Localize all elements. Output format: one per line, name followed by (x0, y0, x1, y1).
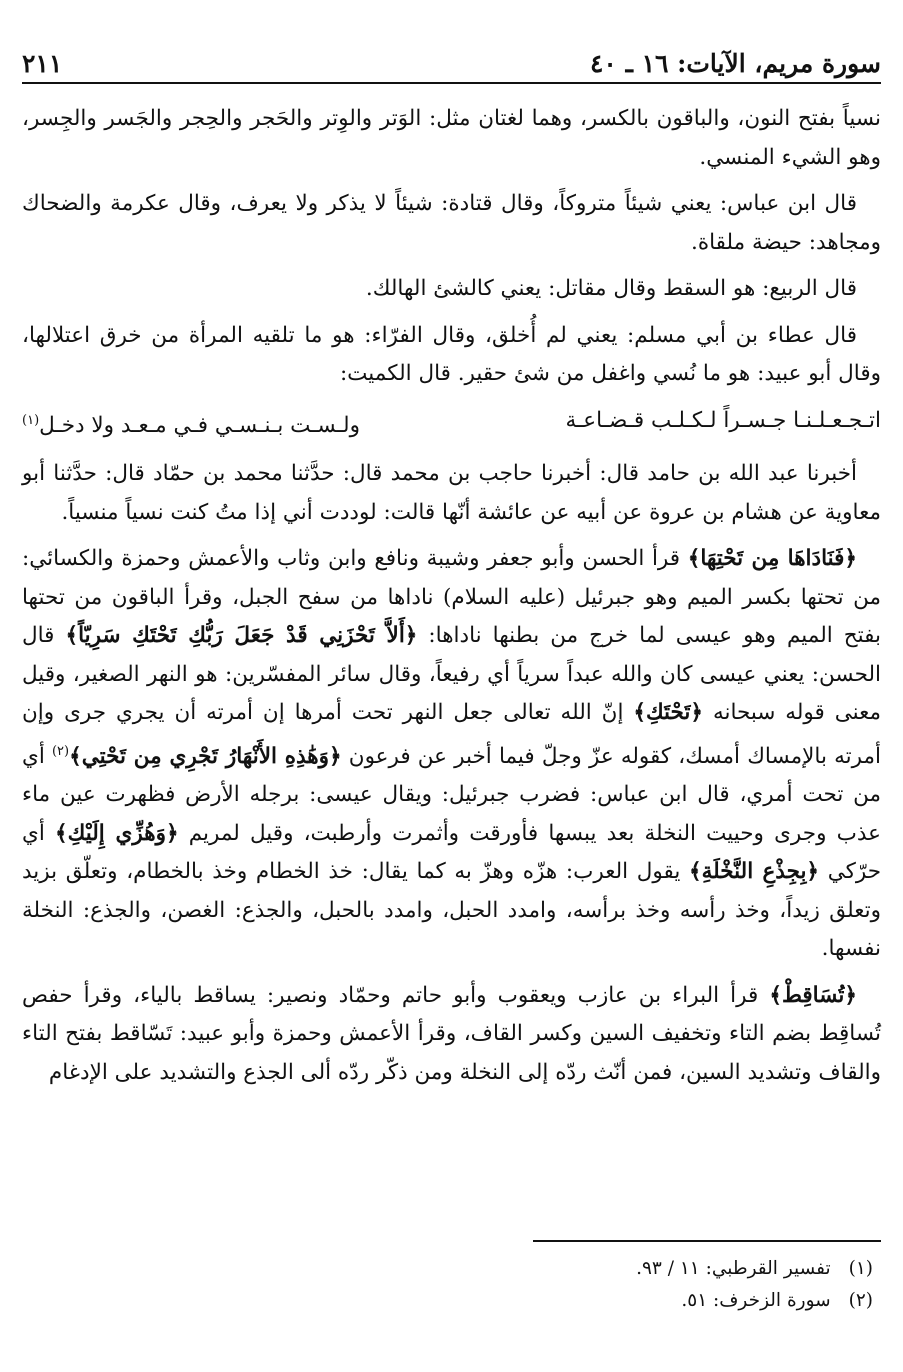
paragraph-6 (22, 540, 881, 969)
text-run: أي من تحت أمري، قال ابن عباس: فضرب جبرئيل: ويقال عيسى: برجله الأرض فظهرت عين ماء عذب وجرى وحييت النخلة بعد يبسها فأورقت وأثمرت وأرطبت، وقيل لمريم (22, 743, 881, 846)
main-text (22, 100, 881, 1100)
footnote-text: سورة الزخرف: ٥١. (681, 1290, 831, 1311)
footnote-separator (533, 1240, 881, 1242)
paragraph-7 (22, 977, 881, 1093)
quran-quote: ﴿وَهُزِّي إِلَيْكِ﴾ (54, 820, 179, 846)
verse-second-text: ولـسـت بـنـسـي فـي مـعـد ولا دخـل (39, 412, 360, 438)
paragraph-5: أخبرنا عبد الله بن حامد قال: أخبرنا حاجب بن محمد قال: حدَّثنا محمد بن حمّاد قال: حدَّثنا أبو معاوية عن هشام بن عروة عن أبيه عن عائشة أنّها قالت: لوددت أني إذا متُ كنت نسياً منسياً. (22, 461, 881, 525)
quran-quote: ﴿فَنَادَاهَا مِن تَحْتِهَا﴾ (687, 546, 857, 572)
text-run: قال الحسن: يعني عيسى كان والله عبداً سرياً أي رفيعاً، وقال سائر المفسّرين: هو النهر الصغير، وقيل معنى قوله سبحانه (22, 623, 881, 726)
text-run: قرأ البراء بن عازب ويعقوب وأبو حاتم وحمّاد ونصير: يساقط بالياء، وقرأ حفص تُساقِط بضم التاء وتخفيف السين وكسر القاف، وقرأ الأعمش وحمزة وأبو عبيد: تَسّاقط بفتح التاء والقاف وتشديد السين، فمن أنّث ردّه إلى النخلة ومن ذكّر ردّه ألى الجذع والتشديد على الإدغام (22, 982, 881, 1085)
paragraph-4: قال عطاء بن أبي مسلم: يعني لم أُخلق، وقال الفرّاء: هو ما تلقيه المرأة من خرق اعتلالها، وقال أبو عبيد: هو ما نُسي واغفل من شئ حقير. قال الكميت: (22, 322, 881, 386)
text-run: قرأ الحسن وأبو جعفر وشيبة ونافع وابن وثاب والأعمش وحمزة والكسائي: من تحتها بكسر الميم وهو جبرئيل (عليه السلام) ناداها من سفح الجبل، وقرأ الباقون من تحتها بفتح الميم وهو عيسى لما خرج من بطنها ناداها: (22, 546, 881, 649)
verse-second-hemistich (22, 402, 360, 446)
paragraph-1: نسياً بفتح النون، والباقون بالكسر، وهما لغتان مثل: الوَتر والوِتر والحَجر والحِجر والجَسر والجِسر، وهو الشيء المنسي. (22, 106, 881, 170)
text-run: إنّ الله تعالى جعل النهر تحت أمرها إن أمرته أن يجري جرى وإن أمرته بالإمساك أمسك، كقوله عزّ وجلّ فيما أخبر عن فرعون (22, 700, 881, 769)
poetry-verse (22, 402, 881, 456)
running-title: سورة مريم، الآيات: ١٦ ـ ٤٠ (590, 49, 881, 78)
footnote-ref-1: (١) (22, 412, 40, 428)
footnote-number: (١) (848, 1258, 873, 1279)
quran-quote: ﴿أَلاَّ تَحْزَنِي قَدْ جَعَلَ رَبُّكِ تَحْتَكِ سَرِيّاً﴾ (65, 623, 418, 649)
quran-quote: ﴿وَهَٰذِهِ الأَنْهَارُ تَجْرِي مِن تَحْتِي﴾ (69, 743, 342, 769)
footnotes (22, 1253, 873, 1317)
page-header (22, 40, 881, 84)
quran-quote: ﴿بِجِذْعِ النَّخْلَةِ﴾ (689, 859, 820, 885)
paragraph-2: قال ابن عباس: يعني شيئاً متروكاً، وقال قتادة: شيئاً لا يذكر ولا يعرف، وقال عكرمة والضحاك ومجاهد: حيضة ملقاة. (22, 191, 881, 255)
footnote-2 (22, 1285, 873, 1317)
footnote-text: تفسير القرطبي: ١١ / ٩٣. (636, 1258, 831, 1279)
footnote-number: (٢) (848, 1290, 873, 1311)
paragraph-3: قال الربيع: هو السقط وقال مقاتل: يعني كالشئ الهالك. (365, 276, 857, 301)
footnote-1 (22, 1253, 873, 1285)
quran-quote: ﴿تَحْتَكِ﴾ (633, 700, 704, 726)
verse-first-hemistich: اتـجـعـلـنـا جـسـراً لـكـلـب قـضـاعـة (565, 407, 881, 433)
quran-quote: ﴿تُسَاقِطْ﴾ (769, 982, 857, 1008)
page-number: ٢١١ (22, 49, 63, 78)
footnote-ref-2: (٢) (51, 743, 70, 759)
text-run: أي حرّكي (22, 820, 882, 885)
text-run: يقول العرب: هزّه وهزّ به كما يقال: خذ الخطام وخذ بالخطام، وتعلّق بزيد وتعلق زيداً، وخذ رأسه وخذ برأسه، وامدد الحبل، وامدد بالحبل، والجذع: الغصن، والجذع: النخلة نفسها. (22, 859, 881, 962)
